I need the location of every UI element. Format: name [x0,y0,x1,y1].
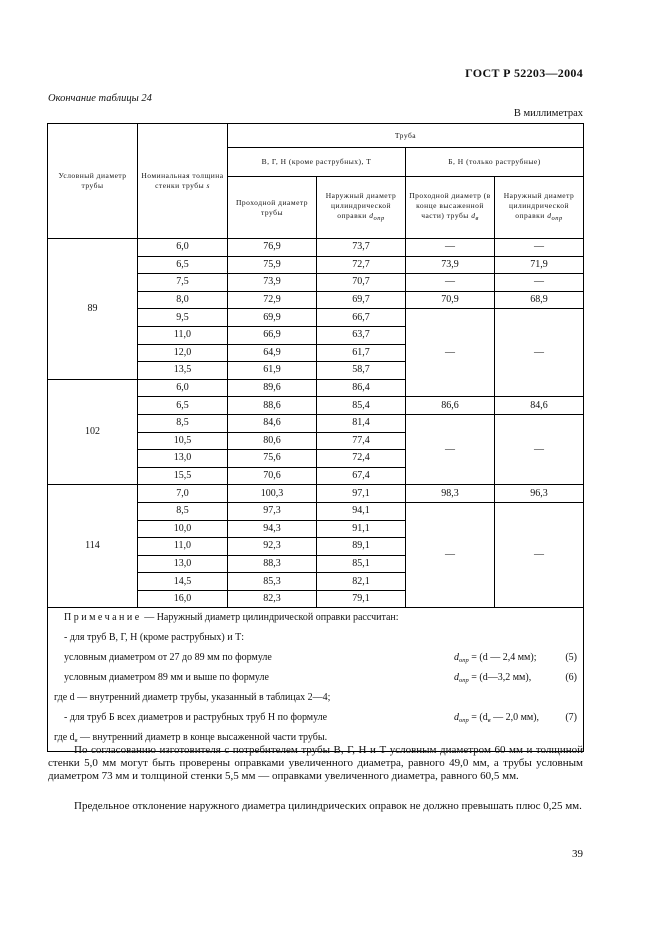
cell-bore: 76,9 [228,239,317,257]
cell-s: 15,5 [138,467,228,485]
cell-mandrel-bn: — [495,239,584,257]
cell-bore: 75,9 [228,256,317,274]
cell-mandrel: 72,7 [317,256,406,274]
cell-bore: 89,6 [228,379,317,397]
table-caption: Окончание таблицы 24 [48,93,152,104]
note-formula-5: условным диаметром от 27 до 89 мм по формуле $d_{опр} = (d$ — 2,4 мм); (5) [64,652,577,665]
units-label: В миллиметрах [513,108,583,119]
cell-bore-end: — [406,239,495,257]
col-header-bore: Проходной диаметр трубы [228,177,317,239]
cell-bore: 80,6 [228,432,317,450]
cell-mandrel: 91,1 [317,520,406,538]
cell-s: 16,0 [138,590,228,608]
cell-diameter: 89 [48,239,138,380]
cell-s: 6,0 [138,239,228,257]
cell-mandrel: 79,1 [317,590,406,608]
cell-diameter: 102 [48,379,138,485]
cell-mandrel: 61,7 [317,344,406,362]
cell-s: 11,0 [138,326,228,344]
cell-bore-end: 86,6 [406,397,495,415]
notes-title: Примечание [64,612,142,624]
note-line: где d — внутренний диаметр трубы, указанный в таблицах 2—4; [54,692,331,704]
cell-s: 6,5 [138,397,228,415]
group-header-pipe: Труба [228,124,584,148]
cell-mandrel: 85,4 [317,397,406,415]
paragraph-2: Предельное отклонение наружного диаметра цилиндрических оправок не должно превышать плюс 0,25 мм. [74,800,582,812]
cell-bore-end-merged: — [406,309,495,397]
cell-mandrel: 63,7 [317,326,406,344]
cell-mandrel-bn-merged: — [495,502,584,608]
cell-s: 14,5 [138,573,228,591]
cell-bore: 64,9 [228,344,317,362]
cell-bore: 84,6 [228,414,317,432]
cell-mandrel: 97,1 [317,485,406,503]
paragraph-1: По согласованию изготовителя с потребителем трубы В, Г, Н и Т условным диаметром 60 мм и толщиной стенки 5,0 мм могут быть проверены оправками увеличенного диаметра, равного 49,0 мм, а трубы условным диаметром 73 мм и толщиной стенки 5,5 мм — оправками увеличенного диаметра, равного 60,5 мм. [48,744,583,782]
col-header-bore-end: Проходной диаметр (в конце высаженной части) трубы $d_в$ [406,177,495,239]
cell-s: 6,0 [138,379,228,397]
document-header: ГОСТ Р 52203—2004 [465,66,583,80]
cell-mandrel: 70,7 [317,274,406,292]
cell-mandrel-bn: — [495,274,584,292]
cell-bore: 75,6 [228,450,317,468]
cell-mandrel: 82,1 [317,573,406,591]
group-header-bn: Б, Н (только раструбные) [406,148,584,177]
group-header-vgnt: В, Г, Н (кроме раструбных), Т [228,148,406,177]
col-header-diameter: Условный диаметр трубы [48,124,138,239]
cell-s: 9,5 [138,309,228,327]
page-number: 39 [572,848,583,860]
cell-mandrel: 89,1 [317,538,406,556]
cell-bore: 73,9 [228,274,317,292]
cell-s: 12,0 [138,344,228,362]
cell-mandrel: 81,4 [317,414,406,432]
cell-mandrel: 67,4 [317,467,406,485]
cell-mandrel: 69,7 [317,291,406,309]
cell-bore: 72,9 [228,291,317,309]
cell-bore: 69,9 [228,309,317,327]
cell-bore: 94,3 [228,520,317,538]
cell-bore: 61,9 [228,362,317,380]
cell-mandrel: 85,1 [317,555,406,573]
cell-bore-end: — [406,274,495,292]
cell-s: 10,5 [138,432,228,450]
cell-mandrel-bn-merged: — [495,309,584,397]
cell-bore: 92,3 [228,538,317,556]
col-header-wall: Номинальная толщина стенки трубы s [138,124,228,239]
cell-s: 6,5 [138,256,228,274]
cell-mandrel: 58,7 [317,362,406,380]
table-notes: Примечание — Наружный диаметр цилиндрической оправки рассчитан: - для труб В, Г, Н (кроме раструбных) и Т: условным диаметром от 27 до 89 мм по формуле $d_{опр} = (d$ — 2,4 мм); (5) условным диаметром 89 мм и выше по формуле $d_{опр}$ = (d—3,2 мм), (6) где d — внутренний диаметр трубы, указанный в таблицах 2—4; - для труб Б всех диаметров и раструбных труб Н по формуле $d_{опр} = (d_в$ — 2,0 мм), (7) где $d_в$ — внутренний диаметр в конце высаженной части трубы. [48,608,584,752]
cell-bore: 88,6 [228,397,317,415]
cell-mandrel: 86,4 [317,379,406,397]
cell-mandrel: 72,4 [317,450,406,468]
cell-mandrel: 77,4 [317,432,406,450]
col-header-mandrel-bn: Наружный диаметр цилиндрической оправки $d_{опр}$ [495,177,584,239]
cell-s: 13,0 [138,450,228,468]
cell-bore-end: 70,9 [406,291,495,309]
cell-bore: 85,3 [228,573,317,591]
cell-s: 8,0 [138,291,228,309]
cell-s: 13,5 [138,362,228,380]
cell-bore-end: 73,9 [406,256,495,274]
note-formula-6: условным диаметром 89 мм и выше по формуле $d_{опр}$ = (d—3,2 мм), (6) [64,672,577,685]
cell-mandrel: 73,7 [317,239,406,257]
cell-bore: 97,3 [228,502,317,520]
cell-bore: 66,9 [228,326,317,344]
cell-bore: 88,3 [228,555,317,573]
cell-bore: 70,6 [228,467,317,485]
cell-bore-end: 98,3 [406,485,495,503]
cell-s: 8,5 [138,414,228,432]
cell-mandrel-bn: 84,6 [495,397,584,415]
cell-mandrel-bn: 96,3 [495,485,584,503]
note-line: где $d_в$ — внутренний диаметр в конце высаженной части трубы. [54,732,328,745]
table-row [48,485,584,503]
col-header-mandrel: Наружный диаметр цилиндрической оправки $d_{опр}$ [317,177,406,239]
cell-s: 7,0 [138,485,228,503]
cell-s: 7,5 [138,274,228,292]
cell-s: 8,5 [138,502,228,520]
cell-mandrel-bn-merged: — [495,414,584,484]
cell-bore: 82,3 [228,590,317,608]
cell-mandrel-bn: 71,9 [495,256,584,274]
note-line: - для труб В, Г, Н (кроме раструбных) и Т: [64,632,244,644]
cell-s: 10,0 [138,520,228,538]
cell-bore-end-merged: — [406,414,495,484]
cell-bore: 100,3 [228,485,317,503]
table-row [48,239,584,257]
cell-diameter: 114 [48,485,138,608]
note-formula-7: - для труб Б всех диаметров и раструбных труб Н по формуле $d_{опр} = (d_в$ — 2,0 мм), (7) [64,712,577,725]
mandrel-table [47,123,584,752]
cell-bore-end-merged: — [406,502,495,608]
cell-mandrel: 94,1 [317,502,406,520]
cell-s: 11,0 [138,538,228,556]
cell-s: 13,0 [138,555,228,573]
cell-mandrel-bn: 68,9 [495,291,584,309]
cell-mandrel: 66,7 [317,309,406,327]
